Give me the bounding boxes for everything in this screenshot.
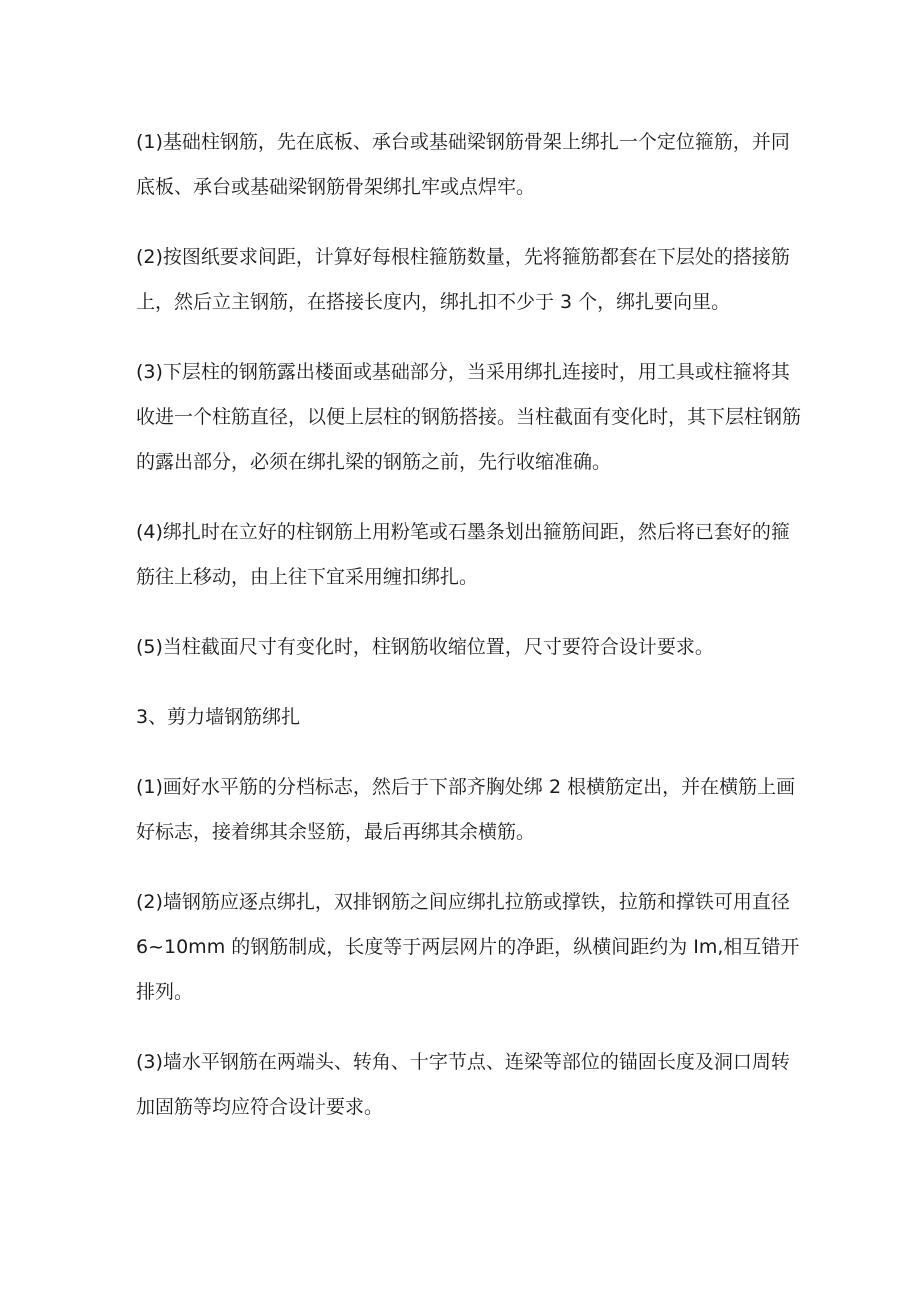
paragraph-column-rebar-4: (4)绑扎时在立好的柱钢筋上用粉笔或石墨条划出箍筋间距，然后将已套好的箍筋往上移动，由上往下宜采用缠扣绑扎。 (136, 521, 790, 588)
section-heading-shear-wall: 3、剪力墙钢筋绑扎 (136, 706, 301, 728)
paragraph-shear-wall-3: (3)墙水平钢筋在两端头、转角、十字节点、连梁等部位的锚固长度及洞口周转加固筋等均应符合设计要求。 (136, 1051, 790, 1118)
paragraph-shear-wall-2: (2)墙钢筋应逐点绑扎，双排钢筋之间应绑扎拉筋或撑铁，拉筋和撑铁可用直径 6~10mm 的钢筋制成，长度等于两层网片的净距，纵横间距约为 Im,相互错开排列。 (136, 891, 800, 1003)
paragraph-column-rebar-2: (2)按图纸要求间距，计算好每根柱箍筋数量，先将箍筋都套在下层处的搭接筋上，然后立主钢筋，在搭接长度内，绑扎扣不少于 3 个，绑扎要向里。 (136, 246, 790, 313)
paragraph-column-rebar-5: (5)当柱截面尺寸有变化时，柱钢筋收缩位置，尺寸要符合设计要求。 (136, 636, 714, 658)
paragraph-column-rebar-3: (3)下层柱的钢筋露出楼面或基础部分，当采用绑扎连接时，用工具或柱箍将其收进一个柱筋直径，以便上层柱的钢筋搭接。当柱截面有变化时，其下层柱钢筋的露出部分，必须在绑扎梁的钢筋之前，先行收缩准确。 (136, 361, 802, 473)
document-body (136, 120, 806, 1155)
paragraph-shear-wall-1: (1)画好水平筋的分档标志，然后于下部齐胸处绑 2 根横筋定出，并在横筋上画好标志，接着绑其余竖筋，最后再绑其余横筋。 (136, 776, 796, 843)
paragraph-column-rebar-1: (1)基础柱钢筋，先在底板、承台或基础梁钢筋骨架上绑扎一个定位箍筋，并同底板、承台或基础梁钢筋骨架绑扎牢或点焊牢。 (136, 131, 790, 198)
